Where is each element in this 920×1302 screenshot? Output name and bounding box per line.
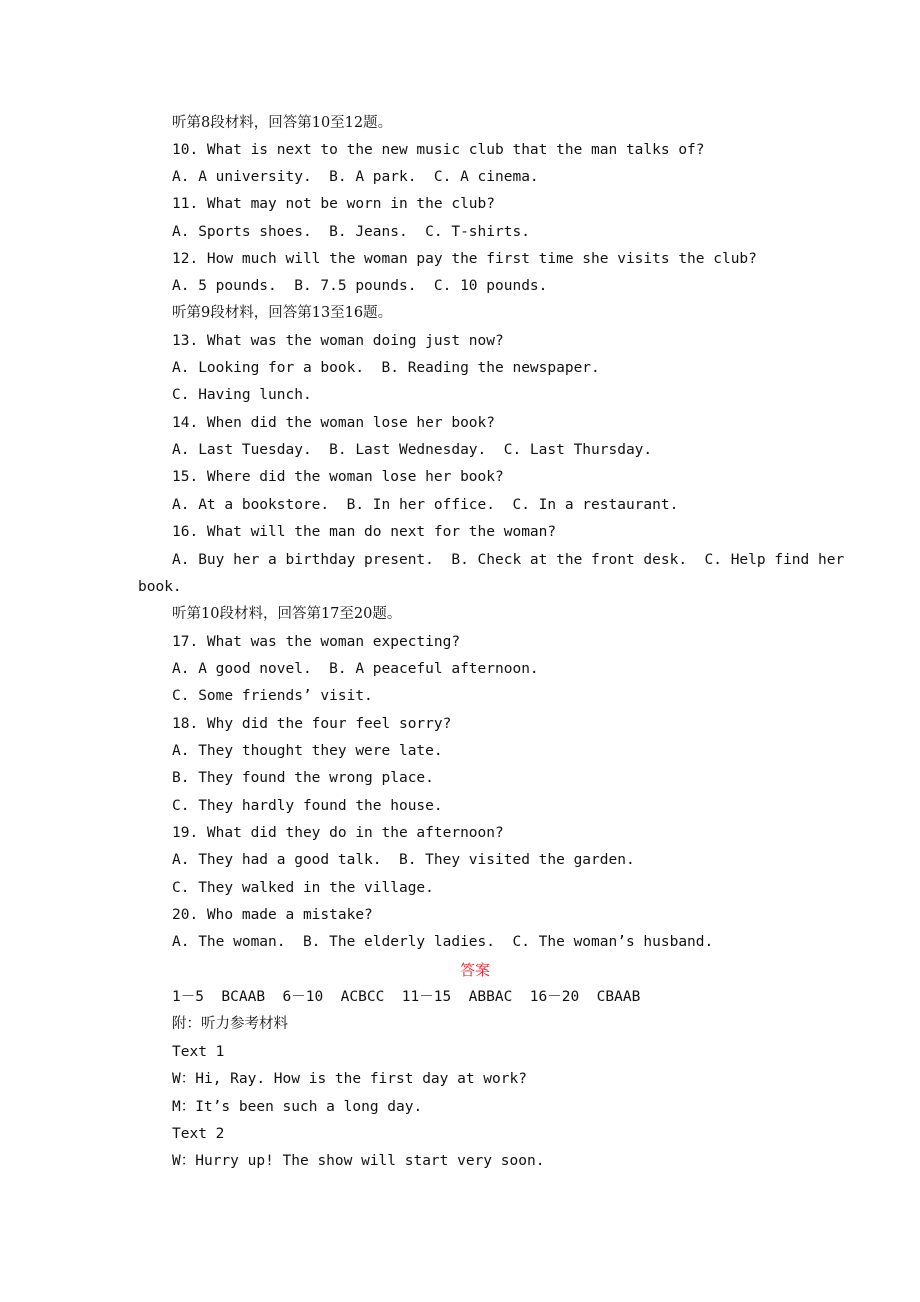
question-13: 13. What was the woman doing just now? bbox=[172, 333, 504, 349]
answer-heading: 答案 bbox=[460, 961, 491, 979]
text-1-line-m: M：It’s been such a long day. bbox=[172, 1099, 423, 1115]
options-16: A. Buy her a birthday present. B. Check at the front desk. C. Help find her bbox=[172, 552, 845, 568]
question-19: 19. What did they do in the afternoon? bbox=[172, 825, 504, 841]
section-heading-9: 听第9段材料，回答第13至16题。 bbox=[172, 305, 393, 321]
appendix-heading: 附：听力参考材料 bbox=[172, 1016, 288, 1032]
question-11: 11. What may not be worn in the club? bbox=[172, 196, 496, 212]
options-20: A. The woman. B. The elderly ladies. C. The woman’s husband. bbox=[172, 934, 714, 950]
options-13-c: C. Having lunch. bbox=[172, 387, 312, 403]
option-18-c: C. They hardly found the house. bbox=[172, 798, 443, 814]
answer-key: 1－5 BCAAB 6－10 ACBCC 11－15 ABBAC 16－20 CBAAB bbox=[172, 989, 641, 1005]
text-1-line-w: W：Hi, Ray. How is the first day at work? bbox=[172, 1071, 527, 1087]
options-14: A. Last Tuesday. B. Last Wednesday. C. Last Thursday. bbox=[172, 442, 653, 458]
question-14: 14. When did the woman lose her book? bbox=[172, 415, 496, 431]
options-10: A. A university. B. A park. C. A cinema. bbox=[172, 169, 539, 185]
options-16-continued: book. bbox=[138, 579, 182, 595]
option-18-a: A. They thought they were late. bbox=[172, 743, 443, 759]
options-17-ab: A. A good novel. B. A peaceful afternoon. bbox=[172, 661, 539, 677]
options-19-ab: A. They had a good talk. B. They visited the garden. bbox=[172, 852, 635, 868]
options-13-ab: A. Looking for a book. B. Reading the newspaper. bbox=[172, 360, 600, 376]
text-2-line-w: W：Hurry up! The show will start very soon. bbox=[172, 1153, 545, 1169]
options-17-c: C. Some friends’ visit. bbox=[172, 688, 373, 704]
section-heading-8: 听第8段材料，回答第10至12题。 bbox=[172, 115, 393, 131]
options-11: A. Sports shoes. B. Jeans. C. T-shirts. bbox=[172, 224, 530, 240]
question-16: 16. What will the man do next for the woman? bbox=[172, 524, 557, 540]
text-2-heading: Text 2 bbox=[172, 1126, 225, 1142]
question-18: 18. Why did the four feel sorry? bbox=[172, 716, 452, 732]
text-1-heading: Text 1 bbox=[172, 1044, 225, 1060]
section-heading-10: 听第10段材料，回答第17至20题。 bbox=[172, 606, 402, 622]
option-18-b: B. They found the wrong place. bbox=[172, 770, 434, 786]
options-15: A. At a bookstore. B. In her office. C. In a restaurant. bbox=[172, 497, 679, 513]
question-10: 10. What is next to the new music club that the man talks of? bbox=[172, 142, 705, 158]
question-17: 17. What was the woman expecting? bbox=[172, 634, 461, 650]
options-12: A. 5 pounds. B. 7.5 pounds. C. 10 pounds. bbox=[172, 278, 548, 294]
question-12: 12. How much will the woman pay the first time she visits the club? bbox=[172, 251, 757, 267]
options-19-c: C. They walked in the village. bbox=[172, 880, 434, 896]
question-20: 20. Who made a mistake? bbox=[172, 907, 373, 923]
question-15: 15. Where did the woman lose her book? bbox=[172, 469, 504, 485]
